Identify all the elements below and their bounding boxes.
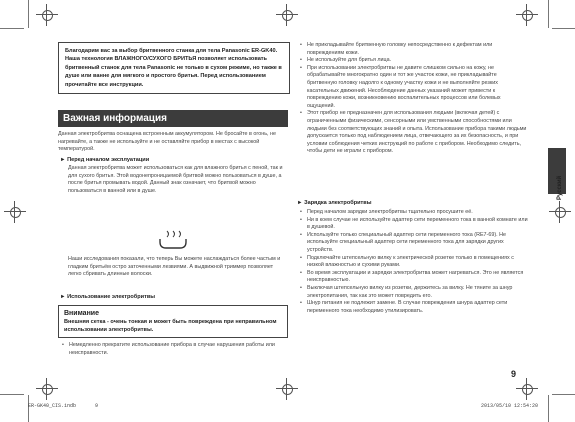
right-bullet-list-top <box>300 42 528 156</box>
research-text: Наши исследования показали, что теперь Вы можете наслаждаться более частым и гладким бритьём остро заточенными лезвиями. А выдвижной триммер позволяет легко сбривать длинные волоски. <box>68 256 281 278</box>
list-item: • Немедленно прекратите использование прибора в случае нарушения работы или неисправности. <box>62 342 286 357</box>
list-item: • Шнур питания не подлежит замене. В случае повреждения шнура адаптер сети переменного тока необходимо утилизировать. <box>300 300 528 315</box>
battery-warning: Данная электробритва оснащена встроенным аккумулятором. Не бросайте в огонь, не нагревайте, а также не используйте и не оставляйте прибор в местах с высокой температурой. <box>58 131 277 153</box>
crop-line <box>552 394 575 395</box>
list-item: • Выключая штепсельную вилку из розетки, держитесь за вилку. Не тяните за шнур электропитания, так как это может повредить его. <box>300 285 528 300</box>
crop-line <box>548 395 549 422</box>
intro-box: Благодарим вас за выбор бритвенного станка для тела Panasonic ER-GK40. Наша технология ВЛАЖНОГО/СУХОГО БРИТЬЯ позволяет использовать бритвенный станок для тела Panasonic не только в сухом режиме, но также в душе или ванне для мягкого и простого бритья. Перед использованием прочитайте все инструкции. <box>58 42 290 94</box>
registration-mark-top-left <box>40 8 54 22</box>
crop-line <box>28 0 29 28</box>
list-item: • Этот прибор не предназначен для использования людьми (включая детей) с ограниченными физическими, сенсорными или умственными способностями или людьми без соответствующих знаний и опыта. Использование прибора такими людьми допускается только под наблюдением лица, отвечающего за их безопасность, и при условии соблюдения четких инструкций по работе с прибором. Необходимо следить, чтобы дети не играли с прибором. <box>300 110 528 156</box>
caution-text: Внешняя сетка - очень тонкая и может быть повреждена при неправильном использовании электробритвы. <box>64 319 277 333</box>
list-item: • Ни в коем случае не используйте адаптер сети переменного тока в ванной комнате или в душевой. <box>300 217 528 232</box>
list-item: • При использовании электробритвы не давите слишком сильно на кожу, не обрабатывайте многократно один и тот же участок кожи, не прикладывайте бритвенную головку надолго к одному участку кожи и не выполняйте резких касательных движений. Несоблюдение данных указаний может привести к повреждению кожи, возникновению воспалительных процессов или болевых ощущений. <box>300 65 528 111</box>
section-heading: Важная информация <box>58 110 288 127</box>
caution-title: Внимание <box>64 310 99 317</box>
list-item: • Подключайте штепсельную вилку к электрической розетке только в помещениях с низкой влажностью и сухими руками. <box>300 255 528 270</box>
registration-mark-bottom-left <box>40 382 54 396</box>
crop-line <box>0 28 24 29</box>
footer-datetime: 2013/05/10 12:54:20 <box>481 403 539 409</box>
registration-mark-top-center <box>280 8 294 22</box>
left-bullet-list <box>62 342 286 357</box>
registration-mark-mid-left <box>8 205 22 219</box>
footer-page: 9 <box>95 403 99 409</box>
list-item: • Не прикладывайте бритвенную головку непосредственно к дефектам или повреждениям кожи. <box>300 42 528 57</box>
using-shaver-title: ► Использование электробритвы <box>60 294 156 300</box>
page-number: 9 <box>511 369 517 379</box>
before-use-title: ► Перед началом эксплуатации <box>60 157 150 163</box>
before-use-text: Данная электробритва может использоваться как для влажного бритья с пеной, так и для сухого бритья. Этой водонепроницаемой бритвой можно пользоваться в душе, а после бритья промывать водой. Данный знак означает, что бритвой можно пользоваться в ванной или в душе. <box>68 165 283 194</box>
list-item: • Во время эксплуатации и зарядки электробритва может нагреваться. Это не является неисправностью. <box>300 270 528 285</box>
footer-filename: ER-GK40_CIS.indb <box>28 403 77 409</box>
list-item: • Перед началом зарядки электробритвы тщательно просушите её. <box>300 209 528 217</box>
right-bullet-list-bottom <box>300 209 528 315</box>
registration-mark-bottom-center <box>280 382 294 396</box>
crop-line <box>548 0 549 28</box>
registration-mark-bottom-right <box>520 382 534 396</box>
charging-title: ► Зарядка электробритвы <box>297 200 372 206</box>
list-item: • Не используйте для бритья лица. <box>300 57 528 65</box>
registration-mark-mid-right <box>553 205 567 219</box>
registration-mark-top-right <box>520 8 534 22</box>
caution-box <box>58 305 288 338</box>
crop-line <box>0 394 24 395</box>
crop-line <box>552 28 575 29</box>
bath-shower-icon <box>158 227 188 249</box>
list-item: • Используйте только специальный адаптер сети переменного тока (RE7-69). Не используйте специальный адаптер сети переменного тока для зарядки других устройств. <box>300 232 528 255</box>
language-label: Русский <box>557 175 563 200</box>
